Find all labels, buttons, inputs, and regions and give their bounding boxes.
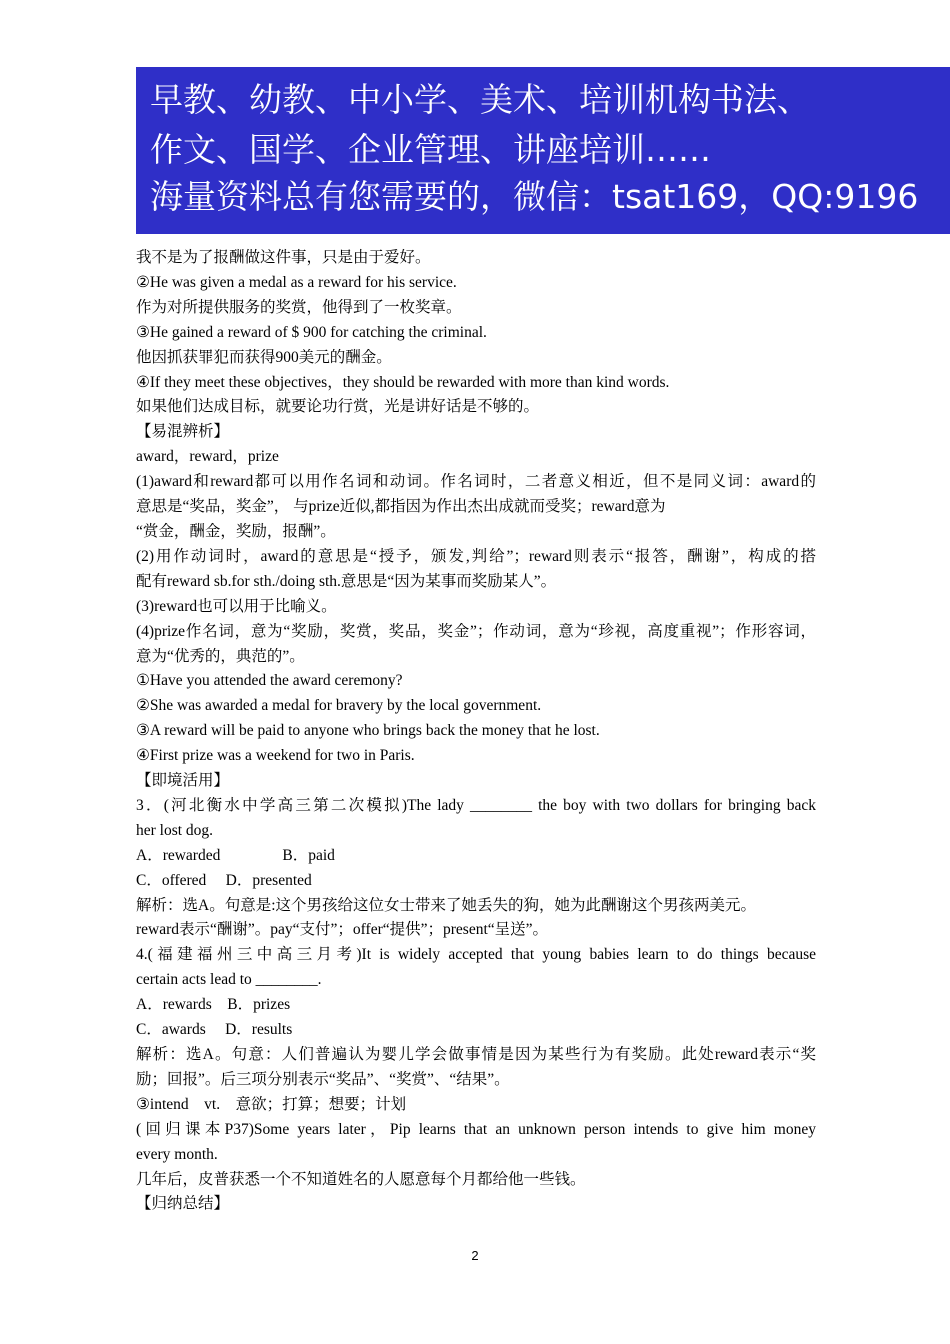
answer-line: 解析：选A。句意是:这个男孩给这位女士带来了她丢失的狗，她为此酬谢这个男孩两美元。 bbox=[136, 896, 757, 914]
text-line: 意思是“奖品，奖金”， 与prize近似,都指因为作出杰出成就而受奖；reward意为 bbox=[136, 498, 666, 516]
text-line: (回归课本P37)Some years later，Pip learns that an unknown person intends to give him money bbox=[136, 1120, 816, 1138]
question-line: 4.(福建福州三中高三月考)It is widely accepted that young babies learn to do things because bbox=[136, 946, 816, 964]
text-line: (3)reward也可以用于比喻义。 bbox=[136, 597, 337, 615]
question-line: 3．(河北衡水中学高三第二次模拟)The lady ________ the boy with two dollars for bringing back bbox=[136, 796, 816, 814]
text-line: (4)prize作名词，意为“奖励，奖赏，奖品，奖金”；作动词，意为“珍视，高度重视”；作形容词， bbox=[136, 622, 816, 640]
section-heading: 【易混辨析】 bbox=[136, 423, 230, 441]
text-line: ②She was awarded a medal for bravery by the local government. bbox=[136, 697, 542, 715]
text-line: 如果他们达成目标，就要论功行赏，光是讲好话是不够的。 bbox=[136, 398, 540, 416]
option-line: A．rewards B．prizes bbox=[136, 996, 291, 1014]
text-line: ①Have you attended the award ceremony? bbox=[136, 672, 403, 690]
text-line: 几年后，皮普获悉一个不知道姓名的人愿意每个月都给他一些钱。 bbox=[136, 1170, 586, 1188]
text-line: 我不是为了报酬做这件事，只是由于爱好。 bbox=[136, 249, 431, 266]
text-line: ③He gained a reward of $ 900 for catching the criminal. bbox=[136, 323, 487, 341]
ad-banner bbox=[136, 67, 950, 234]
option-line: C．offered D．presented bbox=[136, 871, 312, 889]
text-line: award，reward，prize bbox=[136, 448, 279, 466]
banner-line-1: 早教、幼教、中小学、美术、培训机构书法、 bbox=[150, 80, 810, 119]
answer-line: reward表示“酬谢”。pay“支付”；offer“提供”；present“呈送”。 bbox=[136, 921, 549, 939]
text-line: ④If they meet these objectives，they should be rewarded with more than kind words. bbox=[136, 373, 670, 391]
text-line: (1)award和reward都可以用作名词和动词。作名词时，二者意义相近，但不是同义词：award的 bbox=[136, 473, 816, 491]
answer-line: 解析：选A。句意：人们普遍认为婴儿学会做事情是因为某些行为有奖励。此处reward表示“奖 bbox=[136, 1046, 816, 1063]
section-heading: 【归纳总结】 bbox=[136, 1195, 230, 1213]
option-line: A．rewarded B．paid bbox=[136, 846, 335, 864]
banner-line-2: 作文、国学、企业管理、讲座培训…… bbox=[150, 130, 711, 169]
answer-line: 励；回报”。后三项分别表示“奖品”、“奖赏”、“结果”。 bbox=[136, 1070, 510, 1088]
text-line: “赏金，酬金，奖励，报酬”。 bbox=[136, 522, 336, 540]
text-line: ④First prize was a weekend for two in Paris. bbox=[136, 747, 415, 765]
text-line: ③A reward will be paid to anyone who brings back the money that he lost. bbox=[136, 722, 600, 740]
text-line: 作为对所提供服务的奖赏，他得到了一枚奖章。 bbox=[136, 298, 462, 316]
text-line: 意为“优秀的，典范的”。 bbox=[136, 647, 305, 665]
text-line: 他因抓获罪犯而获得900美元的酬金。 bbox=[136, 348, 392, 366]
text-line: ②He was given a medal as a reward for his service. bbox=[136, 273, 457, 291]
document-body bbox=[136, 246, 816, 1217]
page-number: 2 bbox=[471, 1248, 479, 1263]
section-heading: 【即境活用】 bbox=[136, 772, 230, 790]
text-line: ③intend vt. 意欲；打算；想要；计划 bbox=[136, 1095, 407, 1113]
banner-line-3: 海量资料总有您需要的，微信：tsat169，QQ:9196 bbox=[150, 177, 919, 216]
text-line: (2)用作动词时，award的意思是“授予，颁发,判给”；reward则表示“报答，酬谢”，构成的搭 bbox=[136, 547, 816, 565]
question-line: certain acts lead to ________. bbox=[136, 971, 322, 989]
text-line: every month. bbox=[136, 1145, 218, 1163]
text-line: 配有reward sb.for sth./doing sth.意思是“因为某事而奖励某人”。 bbox=[136, 572, 557, 590]
question-line: her lost dog. bbox=[136, 821, 214, 839]
option-line: C．awards D．results bbox=[136, 1021, 293, 1039]
